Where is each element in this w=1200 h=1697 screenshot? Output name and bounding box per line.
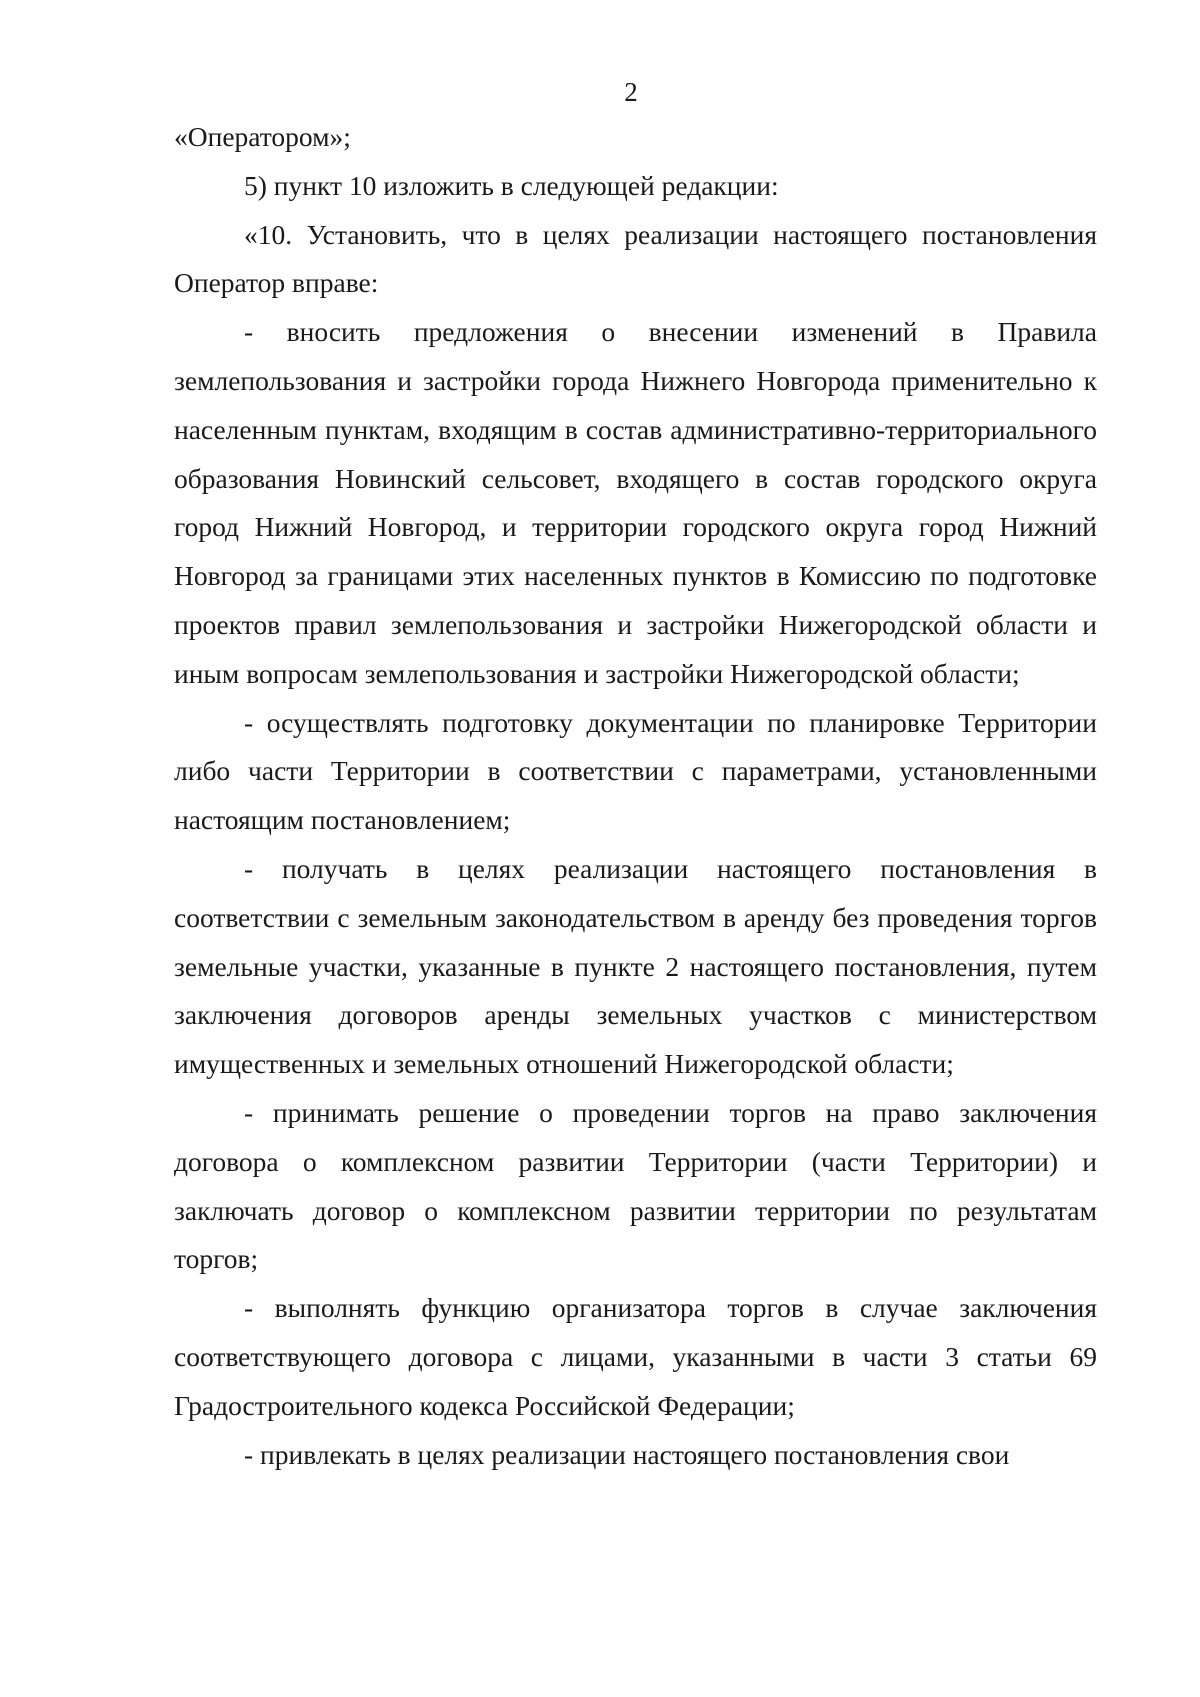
paragraph-bullet-planning: - осуществлять подготовку документации по планировке Территории либо части Территории в соответствии с параметрами, установленными настоящим постановлением; xyxy=(174,706,1097,836)
paragraph-bullet-proposals: - вносить предложения о внесении изменений в Правила землепользования и застройки города Нижнего Новгорода применительно к населенным пунктам, входящим в состав административно-территориального образования Новинский сельсовет, входящего в состав городского округа город Нижний Новгород, и территории городского округа город Нижний Новгород за границами этих населенных пунктов в Комиссию по подготовке проектов правил землепользования и застройки Нижегородской области и иным вопросам землепользования и застройки Нижегородской области; xyxy=(174,316,1097,689)
paragraph-clause-10: «10. Установить, что в целях реализации настоящего постановления Оператор вправе: xyxy=(174,218,1097,299)
paragraph-continuation: «Оператором»; xyxy=(174,121,351,152)
paragraph-bullet-tenders: - принимать решение о проведении торгов на право заключения договора о комплексном развитии Территории (части Территории) и заключать договор о комплексном развитии территории по результатам торгов; xyxy=(174,1096,1097,1275)
page-number: 2 xyxy=(624,77,638,107)
paragraph-item-5: 5) пункт 10 изложить в следующей редакции: xyxy=(244,169,779,201)
document-body xyxy=(174,113,1097,1479)
paragraph-bullet-attract: - привлекать в целях реализации настоящего постановления свои xyxy=(244,1438,1010,1470)
paragraph-bullet-organizer: - выполнять функцию организатора торгов в случае заключения соответствующего договора с лицами, указанными в части 3 статьи 69 Градостроительного кодекса Российской Федерации; xyxy=(174,1292,1097,1421)
paragraph-bullet-lease: - получать в целях реализации настоящего постановления в соответствии с земельным законодательством в аренду без проведения торгов земельные участки, указанные в пункте 2 настоящего постановления, путем заключения договоров аренды земельных участков с министерством имущественных и земельных отношений Нижегородской области; xyxy=(174,852,1097,1080)
